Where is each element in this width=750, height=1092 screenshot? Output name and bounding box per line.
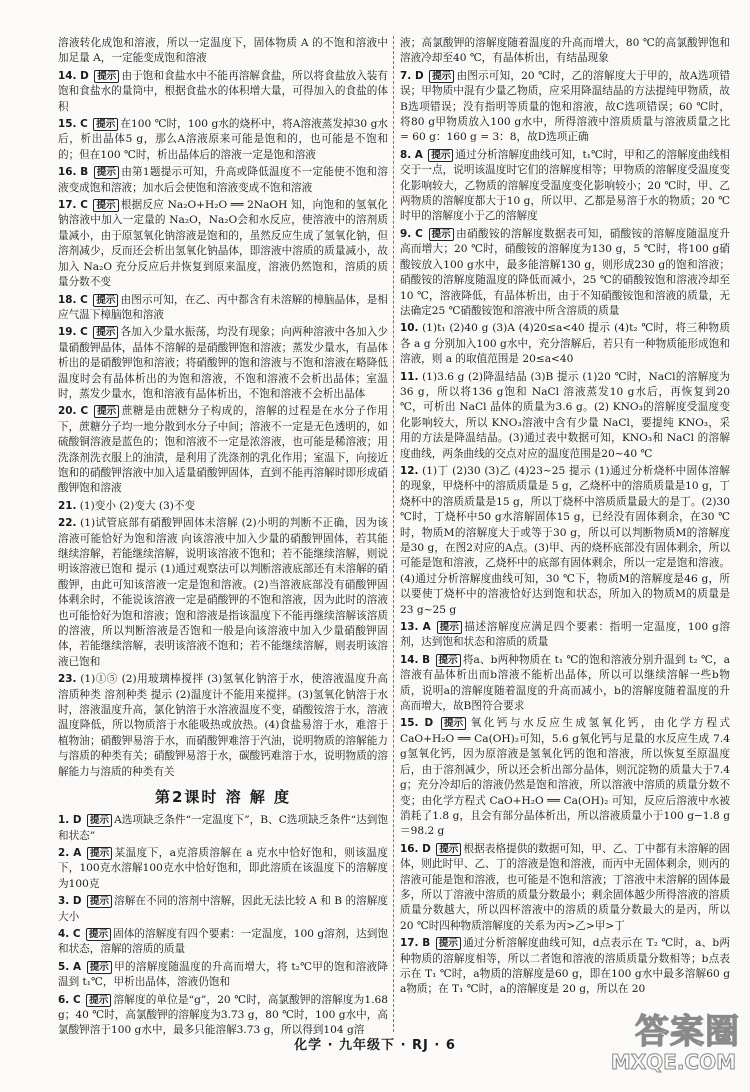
watermark-logo <box>600 1004 740 1084</box>
answer-item <box>400 464 730 618</box>
answer-item <box>58 198 388 290</box>
answer-text: 各加入少量水振荡，均没有现象；向两种溶液中各加入少量硝酸钾晶体，晶体不溶解的是硝酸钾饱和溶液；蒸发少量水，有晶体析出的是硝酸钾饱和溶液；将硝酸钾的饱和溶液与不饱和溶液在略降低温度时会有晶体析出的为饱和溶液，不饱和溶液不会析出晶体；室温时，蒸发少量水，饱和溶液有晶体析出，不饱和溶液不会析出晶体 <box>58 326 388 400</box>
hint-tag: 提示 <box>93 199 118 212</box>
answer-number: 3. D <box>58 895 82 908</box>
hint-tag: 提示 <box>87 847 112 860</box>
answer-item <box>400 620 730 651</box>
hint-tag: 提示 <box>428 149 453 162</box>
answer-text: 根据反应 Na₂O+H₂O ══ 2NaOH 知，向饱和的氢氧化钠溶液中加入一定量的 Na₂O，Na₂O会和水反应，使溶液中的溶剂质量减小，由于原氢氧化钠溶液是饱和的，虽然反应生成了氢氧化钠，但溶剂减少，反而还会析出氢氧化钠晶体，即溶液中溶质的质量减小，故加入 Na₂O 充分反应后并恢复到原来温度，溶液仍然饱和，溶质的质量分数不变 <box>58 199 389 289</box>
answer-text: 由硝酸铵的溶解度数据表可知，硝酸铵的溶解度随温度升高而增大；20 ℃时，硝酸铵的溶解度为130 g，5 ℃时，将100 g硝酸铵放入100 g水中，最多能溶解130 g，则形成230 g的饱和溶液；硝酸铵的溶解度随温度的降低而减小，25 ℃的硝酸铵饱和溶液冷却至10 ℃，溶液降低，有晶体析出，由于不知硝酸铵饱和溶液的质量，无法确定25 ℃硝酸铵饱和溶液中所含溶质的质量 <box>400 227 730 317</box>
answer-number: 12. <box>400 464 419 477</box>
hint-tag: 提示 <box>94 70 119 83</box>
answer-item <box>400 148 730 225</box>
hint-tag: 提示 <box>437 621 462 634</box>
answer-text: 由于饱和食盐水中不能再溶解食盐，所以将食盐放入装有饱和食盐水的量筒中，根据食盐水的体积增大量，可得加入的食盐的体积 <box>58 69 389 113</box>
answer-number: 21. <box>58 499 77 512</box>
answer-text: (1)①⑤ (2)用玻璃棒搅拌 (3)氢氧化钠溶于水，使溶液温度升高 溶质种类 溶剂种类 提示 (2)温度计不能用来搅拌。(3)氢氧化钠溶于水时，溶液温度升高，氯化钠溶于水溶液温度不变，硝酸铵溶于水，溶液温度降低，所以物质溶于水能吸热或放热。(4)食盐易溶于水，难溶于植物油；硝酸钾易溶于水，而硝酸钾难溶于汽油，说明物质的溶解能力与溶质的种类有关；硝酸钾易溶于水，碳酸钙难溶于水，说明物质的溶解能力与溶质的种类有关 <box>58 673 388 778</box>
answer-text: (1)t₁ (2)40 g (3)A (4)20≤a<40 提示 (4)t₂ ℃时，将三种物质各 a g 分别加入100 g水中，充分溶解后，若只有一种物质能形成饱和溶液，则 a 的取值范围是 20≤a<40 <box>400 322 730 366</box>
answer-item <box>58 499 388 514</box>
answer-item <box>58 404 388 496</box>
right-column <box>400 36 730 1028</box>
answer-item <box>400 842 730 934</box>
answer-number: 23. <box>58 673 77 686</box>
answer-text: 由图示可知，20 ℃时，乙的溶解度大于甲的，故A选项错误；甲物质中混有少量乙物质，应采用降温结晶的方法提纯甲物质，故B选项错误；没有指明等质量的饱和溶液，故C选项错误；60 ℃时，将80 g甲物质放入100 g水中，所得溶液中溶质质量与溶液质量之比 = 60 g：160 g = 3：8，故D选项正确 <box>400 69 730 144</box>
answer-text: 溶解度的单位是“g”，20 ℃时，高氯酸钾的溶解度为1.68 g；40 ℃时，高氯酸钾的溶解度为3.73 g，80 ℃时，100 g水中，高氯酸钾溶于100 g水中，最多只能溶解3.73 g，所以得到104 g溶 <box>58 993 388 1037</box>
answer-item <box>58 960 388 991</box>
answer-number: 16. D <box>400 842 431 855</box>
answer-item <box>400 716 730 839</box>
answer-item <box>58 293 388 324</box>
answer-item <box>400 936 730 998</box>
hint-tag: 提示 <box>86 928 111 941</box>
answer-number: 6. C <box>58 993 81 1006</box>
answer-number: 18. C <box>58 293 88 306</box>
answer-number: 16. B <box>58 166 89 179</box>
answer-text: 根据表格提供的数据可知，甲、乙、丁中都有未溶解的固体，则此时甲、乙、丁的溶液是饱和溶液，而丙中无固体剩余，则丙的溶液可能是饱和溶液，也可能是不饱和溶液；丁溶液中未溶解的固体最多，所以丁溶液中溶质的质量分数最小；剩余固体越少所得溶液的溶质质量分数越大，所以四杯溶液中的溶质的质量分数最大的是丙，所以20 ℃时四种物质溶解度的关系为丙>乙>甲>丁 <box>400 842 731 932</box>
answer-text: A选项缺乏条件“一定温度下”，B、C选项缺乏条件“达到饱和状态” <box>58 814 389 842</box>
answer-text: 通过分析溶解度曲线可知，d点表示在 T₂ ℃时，a、b两种物质的溶解度相等，所以二者饱和溶液的溶质质量分数相等；b点表示在 T₁ ℃时，a物质的溶解度是60 g，即在100 g水中最多溶解60 g a物质；在 T₁ ℃时，a的溶解度是 20 g，所以在 20 <box>400 937 730 996</box>
answer-text: 在100 ℃时，100 g水的烧杯中，将A溶液蒸发掉30 g水后，析出晶体5 g，那么A溶液原来可能是饱和的，也可能是不饱和的；但在100 ℃时，析出晶体后的溶液一定是饱和溶液 <box>58 118 388 161</box>
answer-item <box>58 894 388 925</box>
answer-item <box>400 370 730 462</box>
section-title: 第2课时 溶 解 度 <box>154 788 292 807</box>
hint-tag: 提示 <box>94 166 119 179</box>
answer-item <box>400 321 730 367</box>
answer-number: 8. A <box>400 148 423 161</box>
hint-tag: 提示 <box>436 843 461 856</box>
answer-text: 通过分析溶解度曲线可知，t₁℃时，甲和乙的溶解度曲线相交于一点，说明该温度时它们的溶解度相等；甲物质的溶解度受温度变化影响较大，乙物质的溶解度受温度变化影响较小；20 ℃时，甲、乙两物质的溶解度都大于10 g，所以甲、乙都是易溶于水的物质；20 ℃时甲的溶解度小于乙的溶解度 <box>400 148 731 223</box>
answer-item <box>400 69 730 146</box>
answer-item <box>58 516 388 670</box>
hint-tag: 提示 <box>93 294 118 307</box>
answer-number: 19. C <box>58 326 88 339</box>
watermark-url: MXQE.COM <box>610 1050 736 1074</box>
answer-item <box>58 813 388 844</box>
watermark-glyphs: 答案圈 <box>635 1012 740 1052</box>
answer-number: 15. C <box>58 118 88 131</box>
answer-item <box>58 36 388 67</box>
answer-item <box>400 227 730 319</box>
answer-text: 溶解在不同的溶剂中溶解，因此无法比较 A 和 B 的溶解度大小 <box>58 895 389 923</box>
answer-text: 甲的溶解度随温度的升高而增大，将 t₂℃甲的饱和溶液降温到 t₁℃，甲析出晶体，溶液仍饱和 <box>58 960 388 989</box>
hint-tag: 提示 <box>87 961 112 974</box>
answer-item <box>58 69 388 115</box>
hint-tag: 提示 <box>93 326 118 339</box>
left-answers-part2 <box>58 813 388 1039</box>
hint-tag: 提示 <box>441 717 466 730</box>
hint-tag: 提示 <box>429 70 454 83</box>
answer-number: 14. D <box>58 69 89 82</box>
answer-text: (1)3.6 g (2)降温结晶 (3)B 提示 (1)20 ℃时，NaCl的溶解度为36 g，所以将136 g饱和 NaCl 溶液蒸发10 g水后，再恢复到20 ℃，可析出 NaCl 晶体的质量为3.6 g。(2) KNO₃的溶解度受温度变化影响较大，所以 KNO₃溶液中含有少量 NaCl，要提纯 KNO₃，采用的方法是降温结晶。(3)通过表中数据可知，KNO₃和 NaCl 的溶解度曲线，两条曲线的交点对应的温度范围是20~40 ℃ <box>400 370 730 460</box>
answer-number: 2. A <box>58 846 82 859</box>
answer-item <box>58 117 388 163</box>
answer-text: 蔗糖是由蔗糖分子构成的，溶解的过程是在水分子作用下，蔗糖分子均一地分散到水分子中间；溶液不一定是无色透明的，如硫酸铜溶液是蓝色的；饱和溶液不一定是浓溶液，也可能是稀溶液；用洗涤剂洗衣服上的油渍，是利用了洗涤剂的乳化作用；室温下，向接近饱和的硝酸钾溶液中加入适量硝酸钾固体，直到不能再溶解时即形成硝酸钾饱和溶液 <box>58 405 388 495</box>
answer-text: 固体的溶解度有四个要素：一定温度，100 g溶剂，达到饱和状态，溶解的溶质的质量 <box>58 927 388 956</box>
answer-text: 液；高氯酸钾的溶解度随着温度的升高而增大，80 ℃的高氯酸钾饱和溶液冷却至40 ℃，有晶体析出，有结晶现象 <box>400 37 730 65</box>
answer-number: 17. B <box>400 937 431 950</box>
hint-tag: 提示 <box>87 814 112 827</box>
hint-tag: 提示 <box>436 654 461 667</box>
answer-text: 将a、b两种物质在 t₁ ℃的饱和溶液分别升温到 t₂ ℃，a溶液有晶体析出而b溶液不能析出晶体，所以可以继续溶解一些b物质，说明a的溶解度随着温度的升高而减小，b的溶解度随着温度的升高而增大，故B图符合要求 <box>400 653 730 713</box>
answer-number: 13. A <box>400 621 431 634</box>
hint-tag: 提示 <box>436 937 461 950</box>
left-answers-part1 <box>58 36 388 780</box>
answer-number: 14. B <box>400 653 431 666</box>
answer-text: (1)试管底部有硝酸钾固体未溶解 (2)小明的判断不正确，因为该溶液可能恰好为饱和溶液 向该溶液中加入少量的硝酸钾固体，若其能继续溶解，若能继续溶解，说明该溶液不饱和；若不能继续溶解，则说明该溶液已饱和 提示 (1)通过观察法可以判断溶液底部还有未溶解的硝酸钾，由此可知该溶液一定是饱和溶液。(2)当溶液底部没有硝酸钾固体剩余时，不能说该溶液一定是硝酸钾的不饱和溶液，因为此时的溶液也可能恰好为饱和溶液；饱和溶液是指该温度下不能再继续溶解该溶质的溶液，所以判断溶液是否饱和一般是向该溶液中加入少量硝酸钾固体，若能继续溶解，表明该溶液不饱和；若不能继续溶解，则表明该溶液已饱和 <box>58 517 388 668</box>
answer-item <box>58 325 388 402</box>
answer-text: 由第1题提示可知，升高或降低温度不一定能使不饱和溶液变成饱和溶液；加水后会使饱和溶液变成不饱和溶液 <box>58 166 388 194</box>
answer-number: 22. <box>58 517 77 530</box>
answer-text: 某温度下，a克溶质溶解在 a 克水中恰好饱和，则该温度下，100克水溶解100克水中恰好饱和，即此溶质在该温度下的溶解度为100克 <box>58 846 388 890</box>
hint-tag: 提示 <box>429 228 454 241</box>
hint-tag: 提示 <box>86 994 111 1007</box>
answer-item <box>58 993 388 1039</box>
column-divider <box>393 36 394 1032</box>
answer-text: 描述溶解度应满足四个要素：指明一定温度，100 g溶剂，达到饱和状态和溶质的质量 <box>400 621 730 649</box>
answer-number: 1. D <box>58 814 82 827</box>
answer-number: 4. C <box>58 927 81 940</box>
hint-tag: 提示 <box>87 895 112 908</box>
answer-item <box>58 165 388 196</box>
answer-item <box>400 653 730 715</box>
answer-number: 20. C <box>58 405 89 418</box>
page-footer: 化学 · 九年级下 · RJ · 6 <box>294 1038 456 1053</box>
answer-text: (1)丁 (2)30 (3)乙 (4)23~25 提示 (1)通过分析烧杯中固体溶解的现象，甲烧杯中的溶质质量是 5 g，乙烧杯中的溶质质量是10 g，丁烧杯中的溶质质量是15 g，所以丁烧杯中溶质质量最大的是丁。(2)30 ℃时，丁烧杯中50 g水溶解固体15 g，已经没有固体剩余，在30 ℃时，物质M的溶解度大于或等于30 g，所以可以判断物质M的溶解度是30 g，在图2对应的A点。(3)甲、丙的烧杯底部没有固体剩余，所以可能是饱和溶液，乙烧杯中的底部有固体剩余，所以一定是饱和溶液。(4)通过分析溶解度曲线可知，30 ℃下，物质M的溶解度是46 g，所以要使丁烧杯中的溶液恰好达到饱和状态，所加入的物质M的质量是23 g~25 g <box>400 464 731 616</box>
answer-number: 10. <box>400 322 419 335</box>
answer-number: 15. D <box>400 717 434 730</box>
answer-text: 溶液转化成饱和溶液，所以一定温度下，固体物质 A 的不饱和溶液中加足量 A，一定能变成饱和溶液 <box>58 37 388 65</box>
answer-number: 5. A <box>58 960 82 973</box>
left-column <box>58 36 389 1037</box>
answer-number: 7. D <box>400 69 424 82</box>
answer-number: 11. <box>400 370 419 383</box>
answer-item <box>58 672 388 780</box>
hint-tag: 提示 <box>94 405 119 418</box>
hint-tag: 提示 <box>93 118 118 131</box>
answer-text: 由图示可知，在乙、丙中都含有未溶解的樟脑晶体，是相应气温下樟脑饱和溶液 <box>58 293 388 321</box>
answer-item <box>58 927 388 958</box>
answer-item <box>58 846 388 892</box>
answer-text: 氧化钙与水反应生成氢氧化钙，由化学方程式 CaO+H₂O ══ Ca(OH)₂可知，5.6 g氧化钙与足量的水反应生成 7.4 g氢氧化钙，因为原溶液是氢氧化钙的饱和溶液，所以恢复至原温度后，由于溶剂减少，所以还会析出部分晶体，则沉淀物的质量大于7.4 g；充分冷却后的溶液仍然是饱和溶液，所以溶液中溶质的质量分数不变；由化学方程式 CaO+H₂O ══ Ca(OH)₂ 可知，反应后溶液中水被消耗了1.8 g，且会有部分晶体析出，所以溶液质量小于100 g−1.8 g＝98.2 g <box>400 717 731 838</box>
answer-number: 9. C <box>400 227 423 240</box>
answer-text: (1)变小 (2)变大 (3)不变 <box>79 499 196 512</box>
answer-item <box>400 36 730 67</box>
answer-number: 17. C <box>58 199 88 212</box>
